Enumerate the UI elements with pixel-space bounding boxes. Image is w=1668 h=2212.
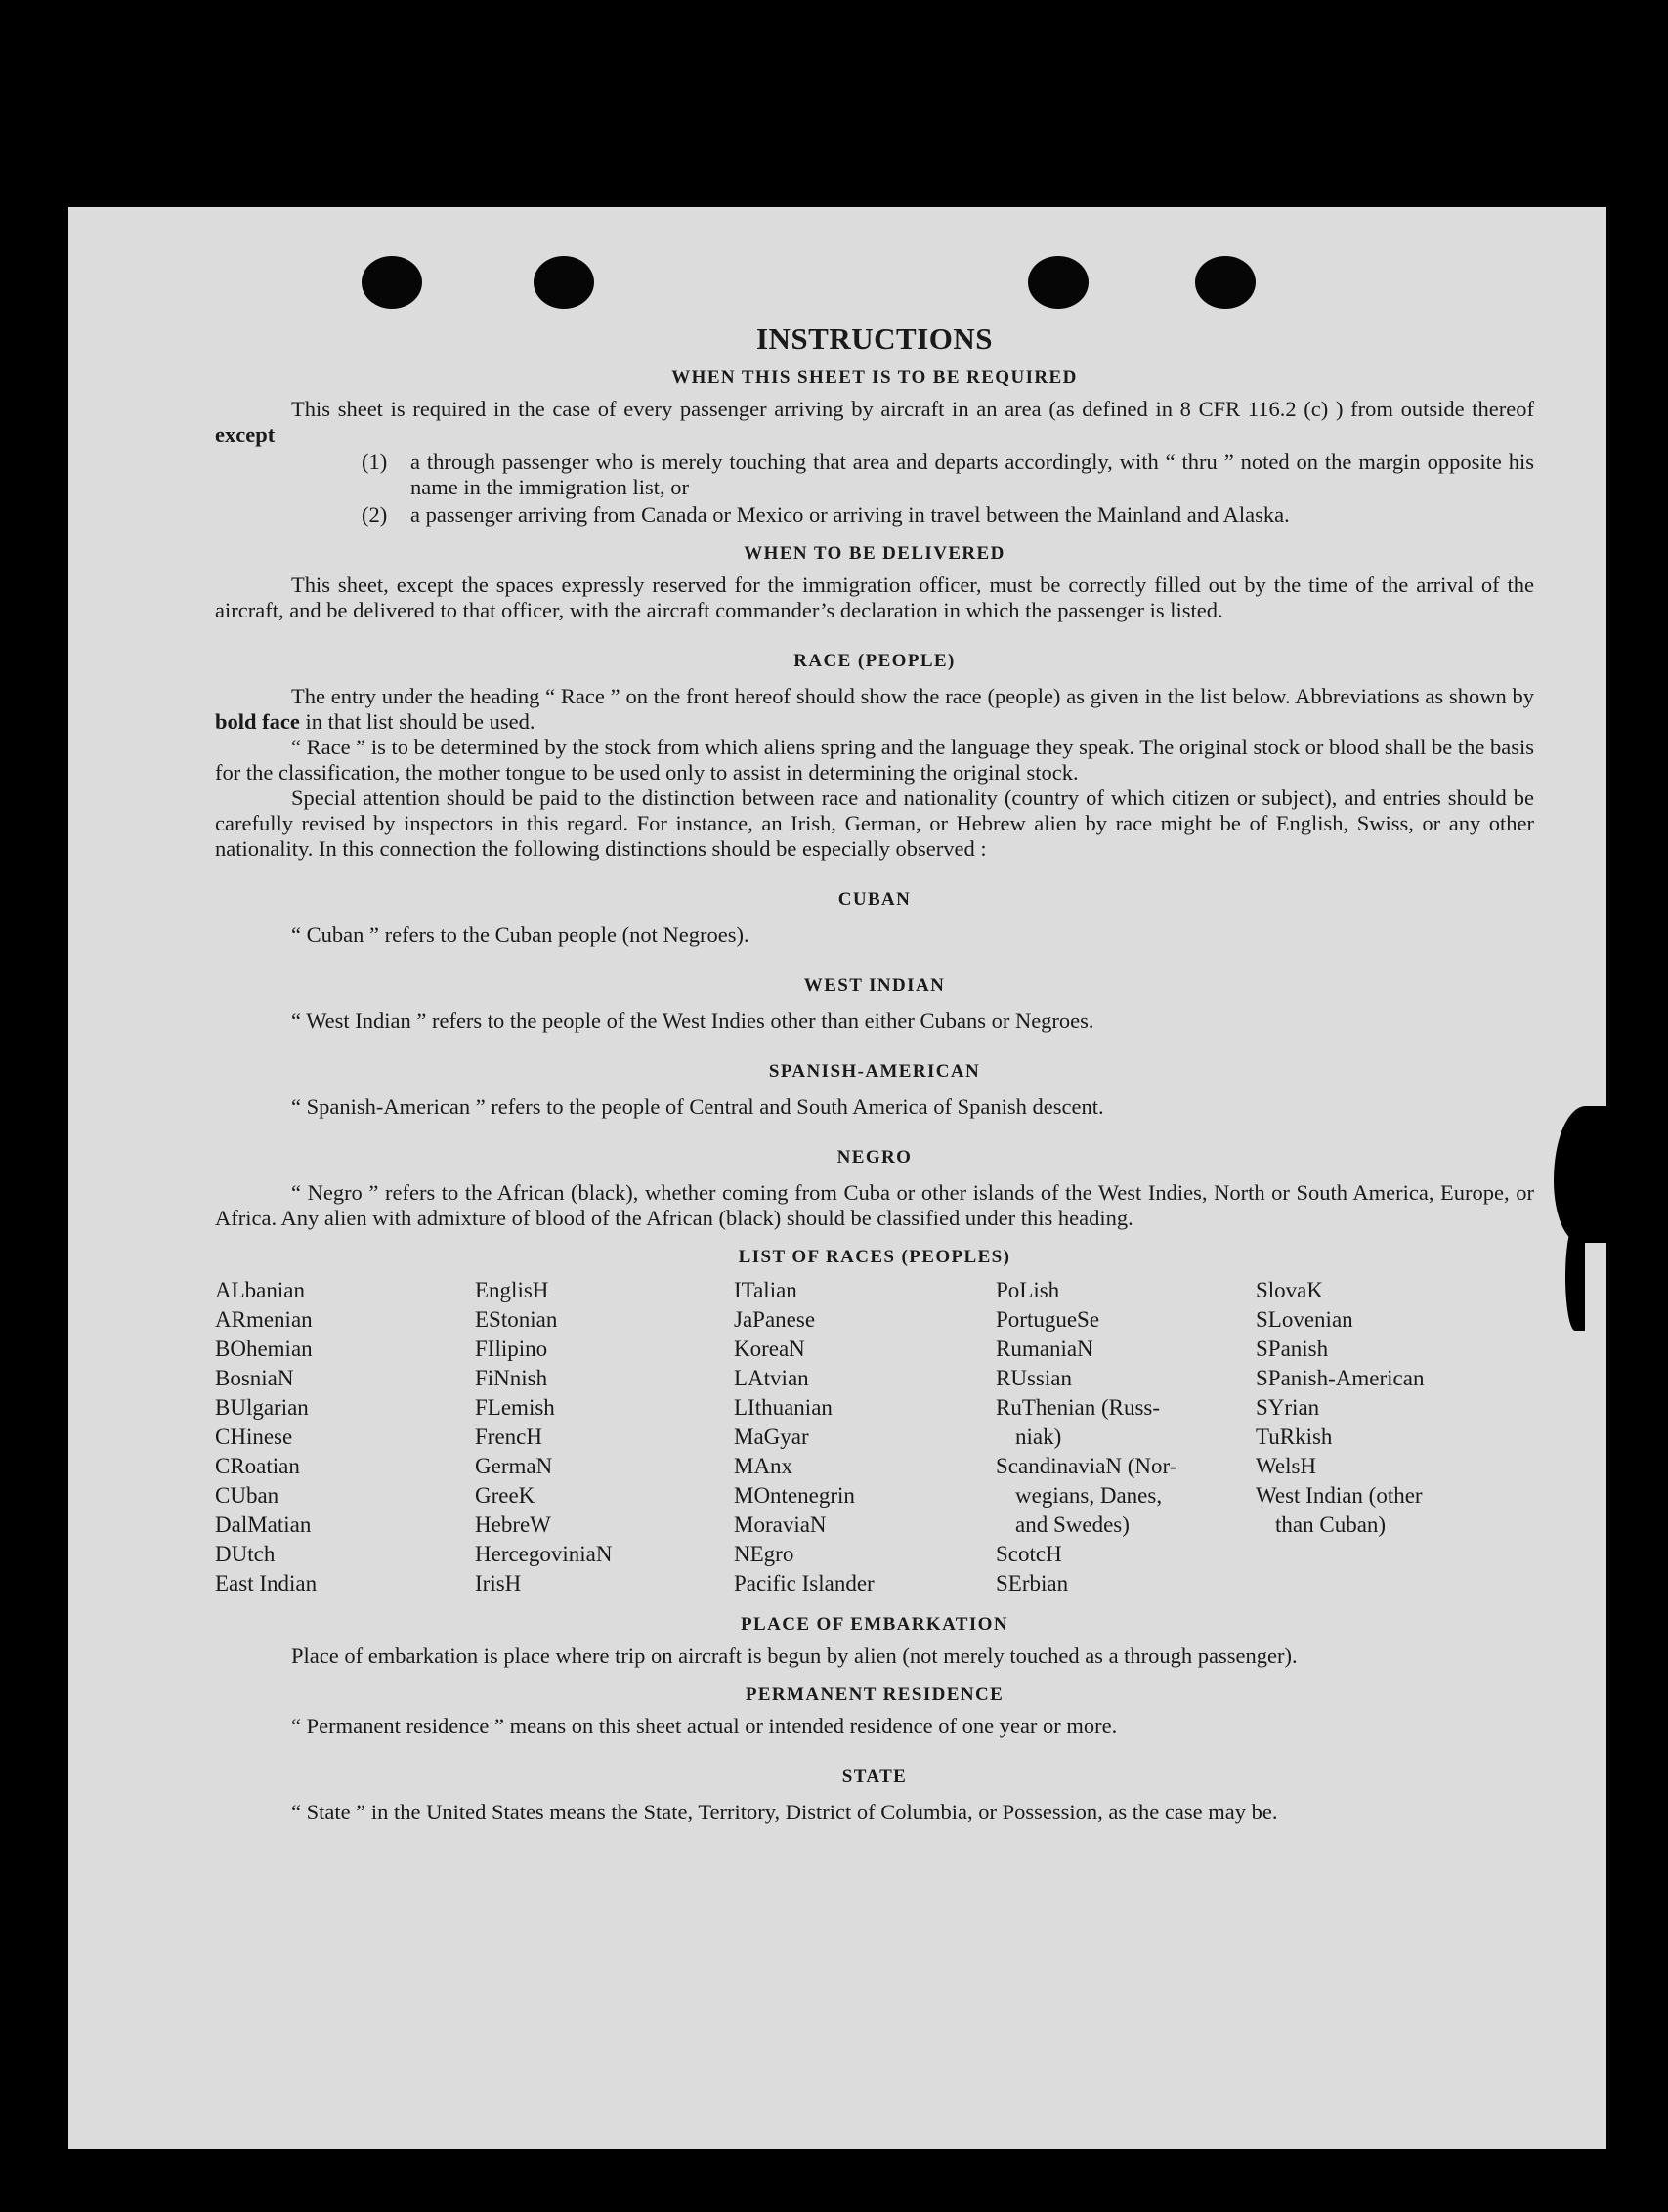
race-item: FrencH [475,1425,542,1449]
race-item: WelsH [1256,1454,1317,1478]
heading-list-of-races: LIST OF RACES (PEOPLES) [738,1247,1011,1267]
race-item: ScandinaviaN (Nor- wegians, Danes, and Swedes) [996,1454,1177,1537]
race-item: BUlgarian [215,1395,309,1420]
race-item: CHinese [215,1425,293,1449]
punch-hole-2 [534,256,594,309]
race-item: SPanish [1256,1337,1329,1361]
instruction-sheet [68,207,1606,2149]
heading-when-required: WHEN THIS SHEET IS TO BE REQUIRED [671,367,1078,388]
races-column-2 [475,1276,734,1598]
race-item: PoLish [996,1278,1060,1302]
heading-west-indian: WEST INDIAN [803,975,946,996]
race-item: RuThenian (Russ- niak) [996,1395,1161,1449]
list-item: (2) a passenger arriving from Canada or Mexico or arriving in travel between the Mainland and Alaska. [362,502,1290,527]
paragraph-west-indian: “ West Indian ” refers to the people of the West Indies other than either Cubans or Negroes. [291,1008,1094,1033]
page-title: INSTRUCTIONS [755,321,993,356]
race-item: MoraviaN [734,1512,827,1537]
paragraph-permanent-residence: “ Permanent residence ” means on this sheet actual or intended residence of one year or more. [291,1714,1118,1738]
race-item: ITalian [734,1278,797,1302]
paragraph-race-2: “ Race ” is to be determined by the stock from which aliens spring and the language they speak. The original stock or blood shall be the basis for the classification, the mother tongue to be used only to assist in determining the original stock. [215,735,1534,785]
paragraph-negro: “ Negro ” refers to the African (black), whether coming from Cuba or other islands of the West Indies, North or South America, Europe, or Africa. Any alien with admixture of blood of the African (black) should be classified under this heading. [215,1180,1534,1230]
document-body [215,315,1534,1825]
paragraph-cuban: “ Cuban ” refers to the Cuban people (not Negroes). [291,922,749,947]
paragraph-state: “ State ” in the United States means the State, Territory, District of Columbia, or Possession, as the case may be. [291,1800,1278,1824]
race-item: RUssian [996,1366,1072,1390]
race-item: FLemish [475,1395,555,1420]
heading-state: STATE [841,1766,908,1787]
punch-hole-1 [362,256,422,309]
heading-negro: NEGRO [836,1147,913,1168]
race-item: ALbanian [215,1278,305,1302]
race-item: LAtvian [734,1366,809,1390]
race-item: BosniaN [215,1366,294,1390]
paragraph-race-3: Special attention should be paid to the distinction between race and nationality (country of which citizen or subject), and entries should be carefully revised by inspectors in this regard. For instance, an Irish, German, or Hebrew alien by race might be of English, Swiss, or any other nationality. In this connection the following distinctions should be especially observed : [215,786,1534,861]
race-item: Pacific Islander [734,1571,875,1595]
race-item: ARmenian [215,1307,313,1332]
list-item: (1) a through passenger who is merely touching that area and departs accordingly, with “ thru ” noted on the margin opposite his name in the immigration list, or [362,449,1534,499]
paragraph-spanish-american: “ Spanish-American ” refers to the people of Central and South America of Spanish descent. [291,1094,1104,1119]
paragraph-when-delivered: This sheet, except the spaces expressly reserved for the immigration officer, must be correctly filled out by the time of the arrival of the aircraft, and be delivered to that officer, with the aircraft commander’s declaration in which the passenger is listed. [215,573,1534,622]
race-item: SLovenian [1256,1307,1353,1332]
races-column-3 [734,1276,996,1598]
race-item: EnglisH [475,1278,549,1302]
heading-permanent-residence: PERMANENT RESIDENCE [745,1684,1005,1705]
race-item: MOntenegrin [734,1483,855,1508]
race-item: ScotcH [996,1542,1062,1566]
race-item: LIthuanian [734,1395,833,1420]
race-item: PortugueSe [996,1307,1100,1332]
race-item: HercegoviniaN [475,1542,613,1566]
torn-edge [1554,1106,1606,1243]
heading-place-of-embarkation: PLACE OF EMBARKATION [741,1614,1008,1635]
race-item: MaGyar [734,1425,809,1449]
race-item: HebreW [475,1512,551,1537]
race-item: TuRkish [1256,1425,1333,1449]
race-item: DUtch [215,1542,276,1566]
race-item: RumaniaN [996,1337,1093,1361]
punch-hole-3 [1028,256,1089,309]
race-item: JaPanese [734,1307,816,1332]
races-column-1 [215,1276,475,1598]
race-item: NEgro [734,1542,794,1566]
races-column-4 [996,1276,1256,1598]
races-column-5 [1256,1276,1519,1598]
heading-cuban: CUBAN [837,889,912,910]
punch-hole-4 [1195,256,1256,309]
paragraph-race-1: The entry under the heading “ Race ” on the front hereof should show the race (people) as given in the list below. Abbreviations as shown by bold face in that list should be used. [215,684,1534,734]
paragraph-place-of-embarkation: Place of embarkation is place where trip on aircraft is begun by alien (not merely touched as a through passenger). [291,1643,1298,1668]
race-item: GreeK [475,1483,535,1508]
race-item: FIlipino [475,1337,548,1361]
heading-spanish-american: SPANISH-AMERICAN [768,1061,981,1082]
race-item: DalMatian [215,1512,312,1537]
races-list [215,1276,1534,1598]
race-item: FiNnish [475,1366,548,1390]
race-item: GermaN [475,1454,553,1478]
torn-edge-sliver [1565,1223,1585,1331]
race-item: SErbian [996,1571,1069,1595]
race-item: CRoatian [215,1454,300,1478]
race-item: SPanish-American [1256,1366,1425,1390]
race-item: West Indian (other than Cuban) [1256,1483,1423,1537]
paragraph-when-required: This sheet is required in the case of every passenger arriving by aircraft in an area (as defined in 8 CFR 116.2 (c) ) from outside thereof except [215,397,1534,447]
race-item: SlovaK [1256,1278,1323,1302]
heading-when-delivered: WHEN TO BE DELIVERED [744,543,1005,564]
race-item: CUban [215,1483,279,1508]
heading-race: RACE (PEOPLE) [793,651,956,671]
race-item: SYrian [1256,1395,1320,1420]
race-item: MAnx [734,1454,793,1478]
race-item: EStonian [475,1307,558,1332]
race-item: IrisH [475,1571,522,1595]
race-item: KoreaN [734,1337,805,1361]
race-item: BOhemian [215,1337,313,1361]
race-item: East Indian [215,1571,318,1595]
